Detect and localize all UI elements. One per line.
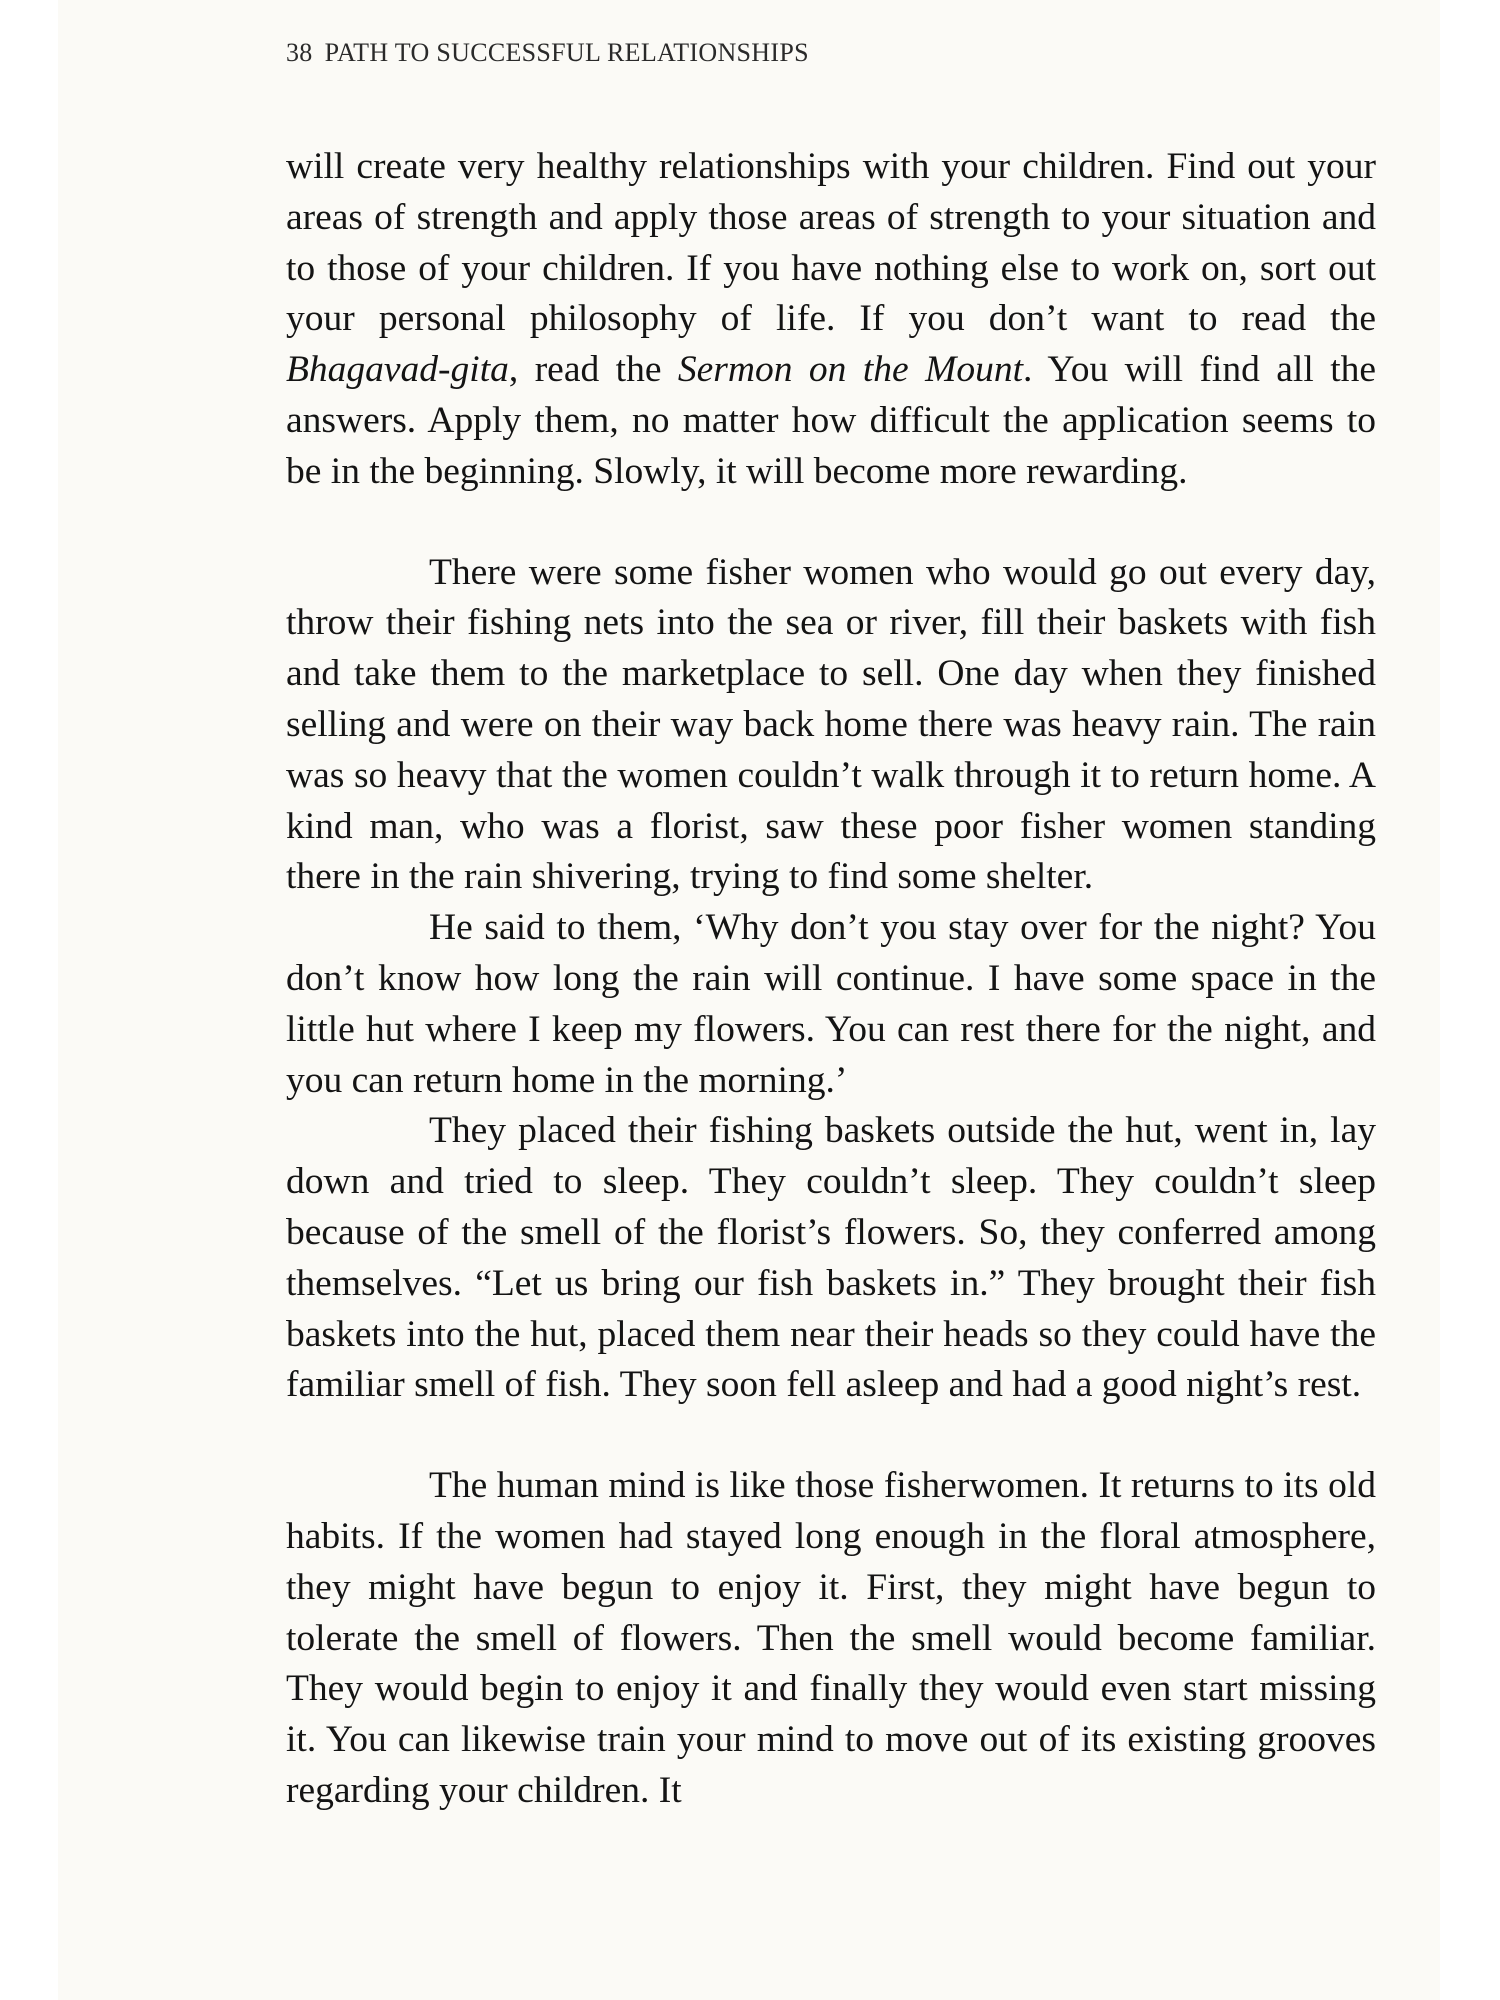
paragraph-4: They placed their fishing baskets outside the hut, went in, lay down and tried to sleep. They couldn’t sleep. They couldn’t sleep because of the smell of the florist’s flowers. So, they conferred among themselves. “Let us bring our fish baskets in.” They brought their fish baskets into the hut, placed them near their heads so they could have the familiar smell of fish. They soon fell asleep and had a good night’s rest. — [286, 1110, 1376, 1406]
paragraph-5: The human mind is like those fisherwomen. It returns to its old habits. If the women had stayed long enough in the floral atmosphere, they might have begun to enjoy it. First, they might have begun to tolerate the smell of flowers. Then the smell would become familiar. They would begin to enjoy it and finally they would even start missing it. You can likewise train your mind to move out of its existing grooves regarding your children. It — [286, 1465, 1376, 1811]
paragraph-1-text-c: . You will find all the answers. Apply them, no matter how difficult the application seems to be in the beginning. Slowly, it will become more rewarding. — [286, 349, 1377, 492]
running-title: PATH TO SUCCESSFUL RELATIONSHIPS — [324, 38, 809, 67]
paragraph-1-text-a: will create very healthy relationships with your children. Find out your areas of strength and apply those areas of strength to your situation and to those of your children. If you have nothing else to work on, sort out your personal philosophy of life. If you don’t want to read the — [286, 146, 1376, 340]
paragraph-1-text-b: , read the — [508, 349, 678, 391]
running-header — [286, 38, 809, 68]
body-text — [286, 142, 1376, 1817]
book-page — [58, 0, 1440, 2000]
book-title-sermon-on-the-mount: Sermon on the Mount — [677, 349, 1023, 391]
paragraph-2: There were some fisher women who would go out every day, throw their fishing nets into the sea or river, fill their baskets with fish and take them to the marketplace to sell. One day when they finished selling and were on their way back home there was heavy rain. The rain was so heavy that the women couldn’t walk through it to return home. A kind man, who was a florist, saw these poor fisher women standing there in the rain shivering, trying to find some shelter. — [286, 551, 1376, 898]
book-title-bhagavad-gita: Bhagavad-gita — [286, 349, 509, 391]
page-number: 38 — [286, 38, 313, 67]
paragraph-1 — [286, 142, 1376, 498]
paragraph-3: He said to them, ‘Why don’t you stay over for the night? You don’t know how long the rain will continue. I have some space in the little hut where I keep my flowers. You can rest there for the night, and you can return home in the morning.’ — [286, 907, 1376, 1101]
